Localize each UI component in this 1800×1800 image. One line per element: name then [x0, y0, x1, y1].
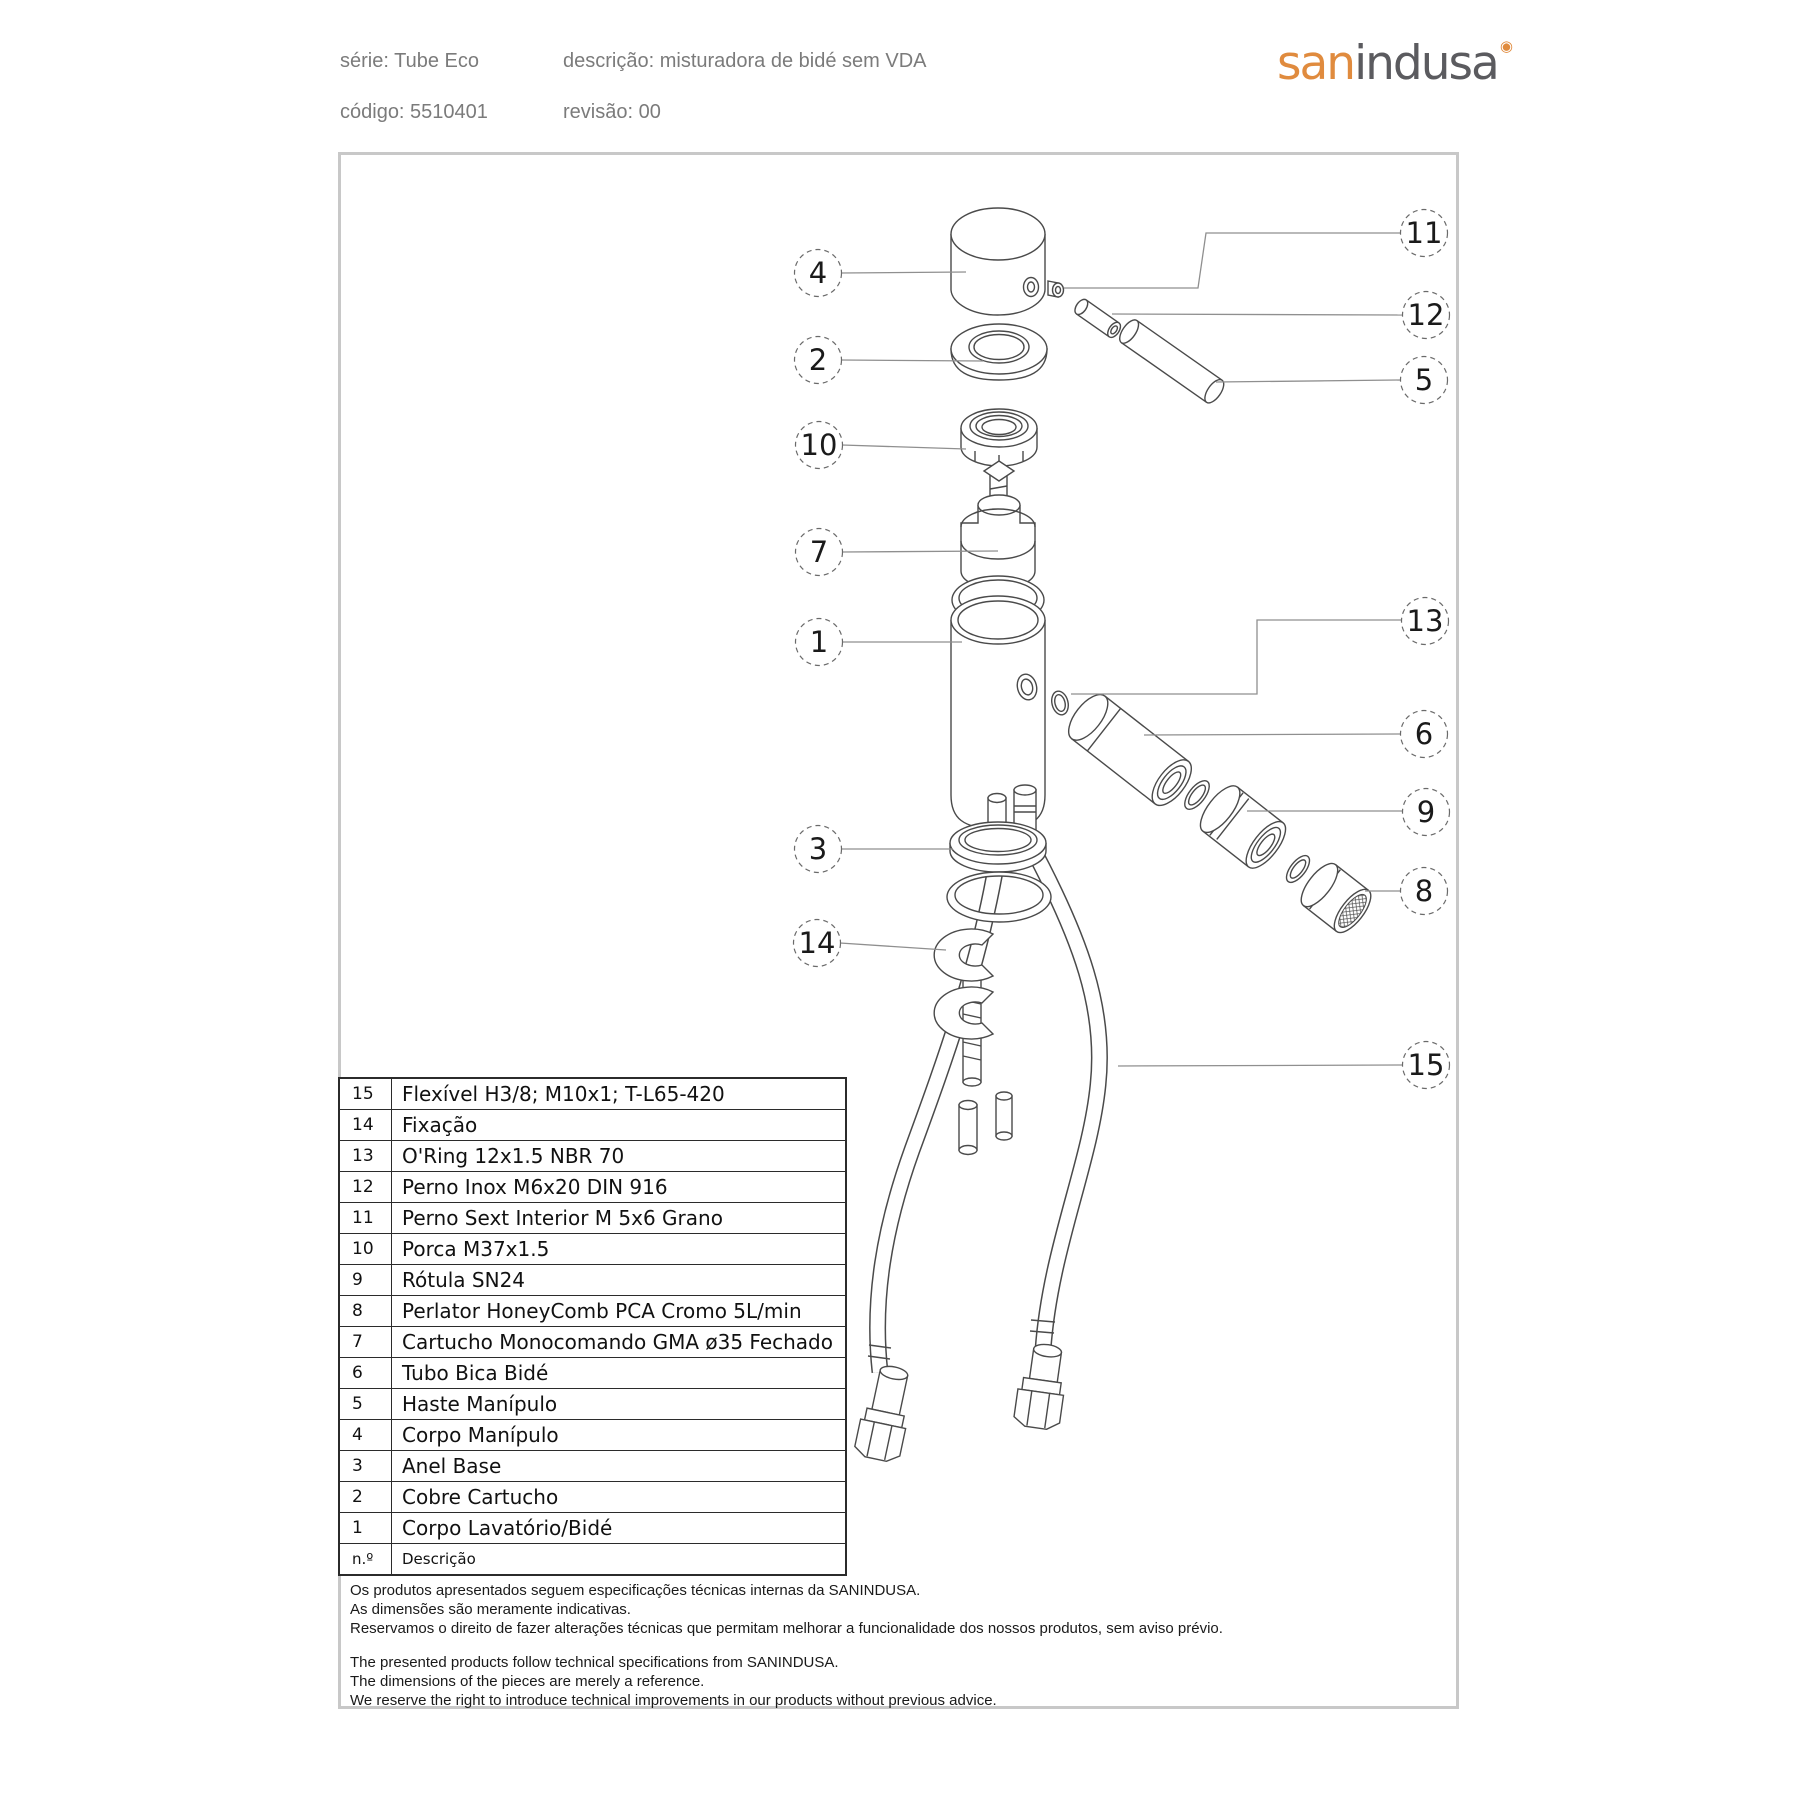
cartridge-part — [961, 495, 1035, 589]
revision-label: revisão: 00 — [563, 101, 661, 123]
part-number: 8 — [340, 1296, 392, 1326]
pin-part — [1072, 297, 1123, 340]
callout-13 — [1402, 598, 1449, 645]
part-number: 7 — [340, 1327, 392, 1357]
svg-text:11: 11 — [1405, 216, 1443, 250]
description-label: descrição: misturadora de bidé sem VDA — [563, 50, 927, 72]
table-header-row — [340, 1543, 845, 1574]
part-description: O'Ring 12x1.5 NBR 70 — [402, 1144, 625, 1168]
part-number: 13 — [340, 1141, 392, 1171]
hose-fitting-right — [1013, 1341, 1070, 1431]
part-number: 2 — [340, 1482, 392, 1512]
callout-9 — [1403, 789, 1450, 836]
series-label: série: Tube Eco — [340, 50, 479, 72]
code-label: código: 5510401 — [340, 101, 488, 123]
callout-11 — [1401, 210, 1448, 257]
part-number: 1 — [340, 1513, 392, 1543]
svg-text:4: 4 — [808, 256, 828, 290]
part-number: 6 — [340, 1358, 392, 1388]
table-row — [340, 1079, 845, 1109]
callout-6 — [1401, 711, 1448, 758]
ball-joint-part — [1193, 780, 1292, 875]
svg-text:10: 10 — [800, 428, 838, 462]
part-description: Tubo Bica Bidé — [402, 1361, 549, 1385]
callout-4 — [795, 250, 842, 297]
callout-7 — [796, 529, 843, 576]
part-number: 10 — [340, 1234, 392, 1264]
part-description: Anel Base — [402, 1454, 502, 1478]
part-description: Perno Sext Interior M 5x6 Grano — [402, 1206, 723, 1230]
callout-8 — [1401, 868, 1448, 915]
part-number: 4 — [340, 1420, 392, 1450]
flexible-hose-right — [1028, 840, 1100, 1350]
callout-14 — [794, 920, 841, 967]
disclaimer-pt-line3: Reservamos o direito de fazer alterações técnicas que permitam melhorar a funcionalidade dos nossos produtos, sem aviso prévio. — [350, 1620, 1223, 1637]
part-number: 12 — [340, 1172, 392, 1202]
table-row — [340, 1264, 845, 1295]
logo-registered-icon: ◉ — [1499, 37, 1513, 55]
handle-rod-part — [1116, 317, 1227, 406]
callout-1 — [796, 619, 843, 666]
disclaimer-pt-line1: Os produtos apresentados seguem especificações técnicas internas da SANINDUSA. — [350, 1582, 921, 1599]
table-row — [340, 1326, 845, 1357]
logo-part-indusa: indusa — [1354, 36, 1498, 91]
part-description: Porca M37x1.5 — [402, 1237, 550, 1261]
table-row — [340, 1419, 845, 1450]
callout-12 — [1403, 292, 1450, 339]
table-row — [340, 1512, 845, 1543]
part-description: Haste Manípulo — [402, 1392, 558, 1416]
part-description: Cobre Cartucho — [402, 1485, 559, 1509]
table-row — [340, 1388, 845, 1419]
small-oring-part — [1049, 689, 1070, 716]
svg-text:12: 12 — [1407, 298, 1445, 332]
part-number: 5 — [340, 1389, 392, 1419]
part-description: Perlator HoneyComb PCA Cromo 5L/min — [402, 1299, 802, 1323]
svg-text:15: 15 — [1407, 1048, 1445, 1082]
part-number: 11 — [340, 1203, 392, 1233]
svg-text:6: 6 — [1414, 717, 1434, 751]
svg-text:5: 5 — [1414, 363, 1434, 397]
hose-fitting-left — [853, 1362, 918, 1464]
table-row — [340, 1357, 845, 1388]
handle-cap-part — [951, 208, 1045, 315]
table-header-description: Descrição — [402, 1550, 476, 1568]
disclaimer-en-line2: The dimensions of the pieces are merely a reference. — [350, 1673, 705, 1690]
nut-part — [961, 409, 1037, 466]
svg-text:9: 9 — [1416, 795, 1436, 829]
part-description: Fixação — [402, 1113, 478, 1137]
logo-part-san: san — [1277, 36, 1355, 91]
svg-text:2: 2 — [808, 343, 828, 377]
svg-text:7: 7 — [809, 535, 829, 569]
disclaimer-en — [350, 1653, 997, 1710]
leader-lines — [840, 233, 1403, 1066]
svg-text:13: 13 — [1406, 604, 1444, 638]
table-row — [340, 1109, 845, 1140]
svg-text:1: 1 — [809, 625, 829, 659]
disclaimer-pt — [350, 1581, 1223, 1638]
table-row — [340, 1140, 845, 1171]
spout-tube-part — [1061, 688, 1198, 812]
part-number: 3 — [340, 1451, 392, 1481]
part-description: Corpo Manípulo — [402, 1423, 559, 1447]
table-row — [340, 1171, 845, 1202]
table-row — [340, 1202, 845, 1233]
table-header-number: n.º — [340, 1544, 392, 1574]
table-row — [340, 1450, 845, 1481]
parts-table — [338, 1077, 847, 1576]
callout-10 — [796, 422, 843, 469]
part-description: Flexível H3/8; M10x1; T-L65-420 — [402, 1082, 725, 1106]
grub-screw-part — [1048, 281, 1064, 297]
part-description: Corpo Lavatório/Bidé — [402, 1516, 613, 1540]
svg-text:3: 3 — [808, 832, 828, 866]
table-row — [340, 1233, 845, 1264]
svg-text:14: 14 — [798, 926, 836, 960]
callout-3 — [795, 826, 842, 873]
disclaimer-pt-line2: As dimensões são meramente indicativas. — [350, 1601, 631, 1618]
cartridge-cover-part — [951, 324, 1047, 380]
disclaimer-en-line3: We reserve the right to introduce technical improvements in our products without previous advice. — [350, 1692, 997, 1709]
part-description: Perno Inox M6x20 DIN 916 — [402, 1175, 668, 1199]
callout-5 — [1401, 357, 1448, 404]
part-number: 14 — [340, 1110, 392, 1140]
part-description: Rótula SN24 — [402, 1268, 526, 1292]
part-number: 15 — [340, 1079, 392, 1109]
svg-text:8: 8 — [1414, 874, 1434, 908]
disclaimer-en-line1: The presented products follow technical specifications from SANINDUSA. — [350, 1654, 839, 1671]
part-number: 9 — [340, 1265, 392, 1295]
table-row — [340, 1481, 845, 1512]
table-row — [340, 1295, 845, 1326]
callout-2 — [795, 337, 842, 384]
part-description: Cartucho Monocomando GMA ø35 Fechado — [402, 1330, 833, 1354]
callout-15 — [1403, 1042, 1450, 1089]
